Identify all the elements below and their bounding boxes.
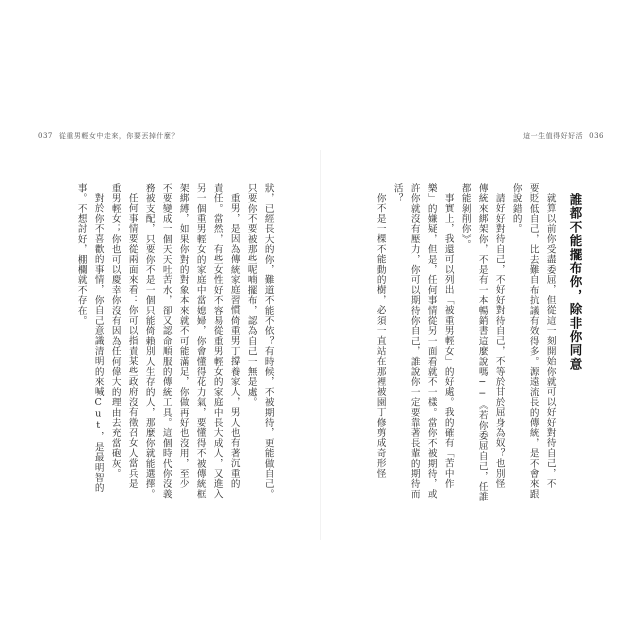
right-line-1: 就算以前你受盡委屈，但從這一刻開始你就可以好好對待自己，不 [544,193,556,489]
right-line-6: 都能剝削你》。 [459,183,471,250]
right-line-8: 樂」的嫌疑，但是，任何事情從另一面看就不一樣。當你不被期待，或 [425,183,437,500]
left-line-2: 只要你不要被那些呢喃擺布，認為自己一無是處。 [245,183,257,408]
page-gutter [320,150,321,540]
left-line-8: 務被支配，只要你不是一個只能倚賴別人生存的人，那麼你就能選擇。 [143,183,155,500]
left-page-number: 037 [38,132,53,140]
right-line-10: 活？ [391,183,403,204]
left-line-10: 重男輕女；你也可以慶幸你沒有因為任何偉大的理由去充當砲灰。 [109,183,121,479]
left-line-4: 責任。當然，有些女性好不容易從重男輕女的家庭中長大成人，又進入 [211,183,223,500]
right-page-header [523,131,604,141]
left-line-12: 事。不想討好，棚欄就不存在。 [75,183,87,326]
left-line-11: 對於你不喜歡的事情，你自己意識清明的來喊Cut，是最明智的 [92,193,104,493]
left-line-9: 任何事情要從兩面來看：你可以指責某些政府沒有徵召女人當兵是 [126,193,138,489]
right-line-3: 你說錯的。 [510,183,522,234]
right-line-5: 傳統來綁架你，不是有一本暢銷書這麼說嗎──《若你委屈自己，任誰 [476,183,488,502]
right-line-4: 請好好對待自己，不好好對待自己，不等於甘於屈身為奴？也別怪 [493,193,505,489]
left-page-header [38,131,179,141]
right-line-9: 許你就沒有壓力，你可以期待你自己，誰說你一定要靠著長輩的期待而 [408,183,420,500]
section-title: 誰都不能擺布你，除非你同意 [568,193,583,372]
right-line-7: 事實上，我還可以列出「被重男輕女」的好處。我的確有「苦中作 [442,193,454,489]
right-line-2: 要貶低自己，比去難自布抗議有效得多。源遠流長的傳統，是不會來跟 [527,183,539,500]
left-line-3: 重男，是因為傳統家庭習慣倚重男丁撐養家人，男人也有著沉重的 [228,193,240,489]
right-running-title: 這一生值得好好活 [523,132,584,140]
left-line-1: 狀，已經長大的你，難道不能不依？有時候，不被期待，更能做自己。 [262,183,274,500]
left-running-title: 從重男輕女中走來，你要丟掉什麼？ [58,132,179,140]
right-page-number: 036 [589,132,604,140]
left-line-5: 另一個重男輕女的家庭中當媳婦，你會懂得花力氣，要懂得不被傳統框 [194,183,206,500]
left-line-6: 架綁縛，如果你對的對象本來就不可能滿足，你做再好也沒用，至少 [177,183,189,489]
right-line-11: 你不是一棵不能動的樹，必須一直站在那裡被園丁修剪成奇形怪 [374,193,386,479]
left-line-7: 不要變成一個天天吐苦水，卻又認命順服的傳統工具。這個時代你沒義 [160,183,172,500]
